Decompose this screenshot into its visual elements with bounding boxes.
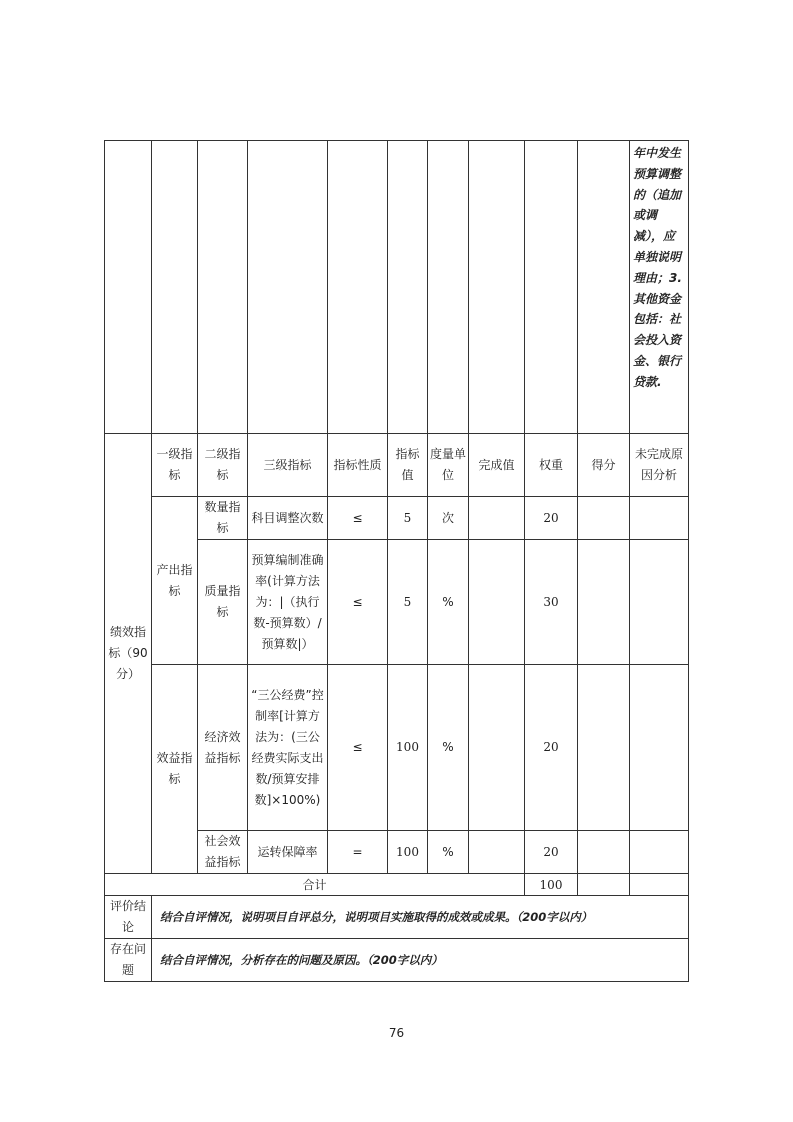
table-row (105, 665, 689, 831)
row-level3: 运转保障率 (248, 831, 328, 874)
row-value: 5 (388, 497, 428, 540)
header-reason: 未完成原因分析 (630, 434, 689, 497)
row-actual (469, 497, 525, 540)
header-weight: 权重 (525, 434, 578, 497)
row-score (578, 831, 630, 874)
row-reason (630, 540, 689, 665)
row-level3: “三公经费”控制率[计算方法为：(三公经费实际支出数/预算安排数]×100%) (248, 665, 328, 831)
row-value: 5 (388, 540, 428, 665)
evaluation-label: 评价结论 (105, 896, 152, 939)
row-actual (469, 831, 525, 874)
header-nature: 指标性质 (328, 434, 388, 497)
row-nature: ≤ (328, 497, 388, 540)
empty-cell (328, 141, 388, 434)
problems-text: 结合自评情况，分析存在的问题及原因。（200字以内） (152, 939, 689, 982)
row-level2: 社会效益指标 (198, 831, 248, 874)
row-score (578, 497, 630, 540)
row-level2: 经济效益指标 (198, 665, 248, 831)
total-row (105, 874, 689, 896)
row-weight: 20 (525, 497, 578, 540)
row-level3: 科目调整次数 (248, 497, 328, 540)
row-actual (469, 540, 525, 665)
row-level3: 预算编制准确率(计算方法为：|（执行数-预算数）/预算数|） (248, 540, 328, 665)
empty-cell (198, 141, 248, 434)
header-unit: 度量单位 (428, 434, 469, 497)
row-score (578, 540, 630, 665)
header-row (105, 434, 689, 497)
row-value: 100 (388, 831, 428, 874)
section-label: 绩效指标（90分） (105, 434, 152, 874)
header-level1: 一级指标 (152, 434, 198, 497)
total-score (578, 874, 630, 896)
row-weight: 20 (525, 665, 578, 831)
evaluation-row (105, 896, 689, 939)
evaluation-text: 结合自评情况，说明项目自评总分，说明项目实施取得的成效或成果。（200字以内） (152, 896, 689, 939)
empty-cell (578, 141, 630, 434)
empty-cell (105, 141, 152, 434)
row-unit: % (428, 540, 469, 665)
row-unit: % (428, 665, 469, 831)
row-reason (630, 665, 689, 831)
row-nature: ≤ (328, 665, 388, 831)
total-weight: 100 (525, 874, 578, 896)
row-unit: % (428, 831, 469, 874)
total-label: 合计 (105, 874, 525, 896)
problems-row (105, 939, 689, 982)
row-unit: 次 (428, 497, 469, 540)
row-actual (469, 665, 525, 831)
header-score: 得分 (578, 434, 630, 497)
total-reason (630, 874, 689, 896)
row-weight: 20 (525, 831, 578, 874)
continuation-note: 年中发生预算调整的（追加或调减），应单独说明理由；3.其他资金包括：社会投入资金、银行贷款. (630, 141, 689, 434)
top-continuation-row (105, 141, 689, 434)
problems-label: 存在问题 (105, 939, 152, 982)
row-nature: = (328, 831, 388, 874)
page-number: 76 (388, 1026, 405, 1040)
header-actual: 完成值 (469, 434, 525, 497)
header-level3: 三级指标 (248, 434, 328, 497)
empty-cell (525, 141, 578, 434)
row-level2: 数量指标 (198, 497, 248, 540)
group-benefit: 效益指标 (152, 665, 198, 874)
row-reason (630, 497, 689, 540)
empty-cell (428, 141, 469, 434)
empty-cell (469, 141, 525, 434)
performance-table (104, 140, 689, 982)
row-reason (630, 831, 689, 874)
row-level2: 质量指标 (198, 540, 248, 665)
row-score (578, 665, 630, 831)
row-value: 100 (388, 665, 428, 831)
empty-cell (152, 141, 198, 434)
header-value: 指标值 (388, 434, 428, 497)
group-output: 产出指标 (152, 497, 198, 665)
row-nature: ≤ (328, 540, 388, 665)
empty-cell (248, 141, 328, 434)
table-row (105, 497, 689, 540)
row-weight: 30 (525, 540, 578, 665)
empty-cell (388, 141, 428, 434)
header-level2: 二级指标 (198, 434, 248, 497)
